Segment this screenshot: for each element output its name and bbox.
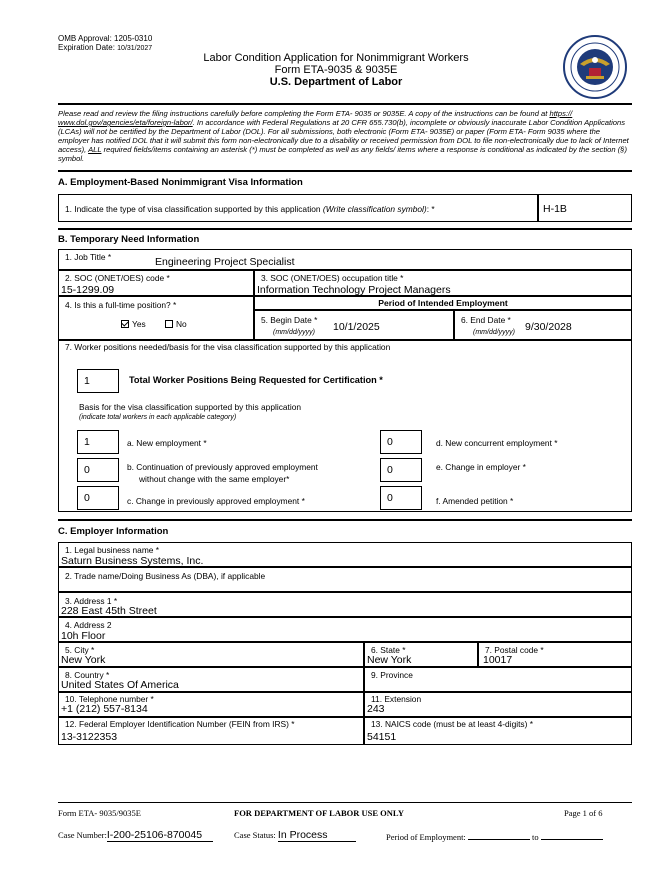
visa-class-field[interactable]: H-1B: [537, 195, 632, 221]
fulltime-field: 4. Is this a full-time position? * Yes No: [58, 296, 254, 340]
total-positions-field[interactable]: 1: [77, 369, 119, 393]
case-status: Case Status: In Process: [234, 829, 356, 842]
dba-field[interactable]: 2. Trade name/Doing Business As (DBA), if applicable: [58, 567, 632, 592]
period-header: Period of Intended Employment: [254, 296, 632, 310]
address1-field[interactable]: 3. Address 1 * 228 East 45th Street: [58, 592, 632, 617]
new-employment-field[interactable]: 1: [77, 430, 119, 454]
no-checkbox-icon[interactable]: [165, 320, 173, 328]
address2-value: 10h Floor: [61, 630, 106, 642]
legal-name-value: Saturn Business Systems, Inc.: [61, 555, 204, 567]
job-title-value: Engineering Project Specialist: [155, 256, 295, 268]
dol-use-only: FOR DEPARTMENT OF LABOR USE ONLY: [234, 808, 404, 818]
section-a-rule: [58, 170, 632, 172]
case-status-value: In Process: [278, 829, 356, 842]
phone-field[interactable]: 10. Telephone number * +1 (212) 557-8134: [58, 692, 364, 717]
legal-name-field[interactable]: 1. Legal business name * Saturn Business Systems, Inc.: [58, 542, 632, 567]
amended-petition-field[interactable]: 0: [380, 486, 422, 510]
page-number: Page 1 of 6: [564, 808, 603, 818]
fein-field[interactable]: 12. Federal Employer Identification Number (FEIN from IRS) * 13-3122353: [58, 717, 364, 745]
section-c-rule: [58, 519, 632, 521]
extension-field[interactable]: 11. Extension 243: [364, 692, 632, 717]
fulltime-no[interactable]: No: [165, 319, 187, 329]
postal-value: 10017: [483, 654, 513, 666]
visa-class-label: 1. Indicate the type of visa classification supported by this application (Write classification symbol): *: [65, 204, 435, 214]
visa-class-row: [58, 194, 632, 222]
section-b-title: B. Temporary Need Information: [58, 234, 200, 245]
dol-seal-icon: [562, 34, 628, 100]
phone-value: +1 (212) 557-8134: [61, 703, 148, 715]
city-field[interactable]: 5. City * New York: [58, 642, 364, 667]
job-title-field[interactable]: 1. Job Title * Engineering Project Specialist: [58, 249, 632, 270]
yes-checkbox-icon[interactable]: [121, 320, 129, 328]
postal-field[interactable]: 7. Postal code * 10017: [478, 642, 632, 667]
begin-date-field[interactable]: 5. Begin Date * (mm/dd/yyyy) 10/1/2025: [254, 310, 454, 340]
expiration-row: Expiration Date: 10/31/2027: [58, 43, 153, 52]
omb-info: [58, 34, 152, 53]
case-number-value: I-200-25106-870045: [107, 829, 213, 842]
instructions: Please read and review the filing instructions carefully before completing the Form ETA- 9035 or 9035E. A copy of the instructions can be found at https:// www.dol.gov/agencies/eta/foreign-labor/. In accordance with Federal Regulations at 20 CFR 655.730(b), incomplete or obviously inaccurate Labor Condition Applications (LCAs) will not be certified by the Department of Labor (DOL). For all submissions, both electronic (Form ETA- 9035E) or paper (Form ETA- Form 9035 where the employer has notified DOL that it will submit this form non-electronically due to a disability or received permission from DOL to file non-electronically due to lack of Internet access), ALL required fields/items containing an asterisk (*) must be completed as well as any fields/ items where a response is conditional as indicated by the section (§) symbol.: [58, 109, 629, 163]
soc-title-value: Information Technology Project Managers: [257, 284, 451, 296]
omb-approval: OMB Approval: 1205-0310: [58, 34, 153, 43]
soc-code-value: 15-1299.09: [61, 284, 115, 296]
fulltime-yes[interactable]: Yes: [121, 319, 146, 329]
form-id: Form ETA- 9035/9035E: [58, 808, 141, 818]
case-number: Case Number:I-200-25106-870045: [58, 829, 213, 842]
form-title: Labor Condition Application for Nonimmigrant Workers Form ETA-9035 & 9035E U.S. Department of Labor: [203, 52, 469, 88]
end-date-value: 9/30/2028: [525, 321, 572, 333]
address1-value: 228 East 45th Street: [61, 605, 157, 617]
fein-value: 13-3122353: [61, 731, 118, 743]
country-field[interactable]: 8. Country * United States Of America: [58, 667, 364, 692]
soc-code-field[interactable]: 2. SOC (ONET/OES) code * 15-1299.09: [58, 270, 254, 296]
country-value: United States Of America: [61, 679, 179, 691]
change-employer-field[interactable]: 0: [380, 458, 422, 482]
naics-value: 54151: [367, 731, 397, 743]
header-rule: [58, 103, 632, 105]
total-positions-label: Total Worker Positions Being Requested for Certification *: [129, 375, 383, 385]
section-b-rule: [58, 228, 632, 230]
state-field[interactable]: 6. State * New York: [364, 642, 478, 667]
section-a-title: A. Employment-Based Nonimmigrant Visa Information: [58, 177, 303, 188]
period-of-employment: Period of Employment: to: [386, 829, 603, 842]
end-date-field[interactable]: 6. End Date * (mm/dd/yyyy) 9/30/2028: [454, 310, 632, 340]
address2-field[interactable]: 4. Address 2 10h Floor: [58, 617, 632, 642]
begin-date-value: 10/1/2025: [333, 321, 380, 333]
footer-rule: [58, 802, 632, 803]
continuation-field[interactable]: 0: [77, 458, 119, 482]
new-concurrent-field[interactable]: 0: [380, 430, 422, 454]
section-c-title: C. Employer Information: [58, 526, 169, 537]
worker-positions-block: 7. Worker positions needed/basis for the visa classification supported by this application 1 Total Worker Positions Being Requested for Certification * Basis for the visa classification supported by this application (indicate total workers in each applicable category) 1 a. New employment * 0 b. Continuation of previously approved employment without change with the same employer* 0 c. Change in previously approved employment * 0 d. New concurrent employment * 0 e. Change in employer * 0 f. Amended petition *: [58, 340, 632, 512]
city-value: New York: [61, 654, 106, 666]
province-field[interactable]: 9. Province: [364, 667, 632, 692]
expiration-date: 10/31/2027: [117, 45, 153, 52]
state-value: New York: [367, 654, 412, 666]
soc-title-field[interactable]: 3. SOC (ONET/OES) occupation title * Information Technology Project Managers: [254, 270, 632, 296]
change-approved-field[interactable]: 0: [77, 486, 119, 510]
naics-field[interactable]: 13. NAICS code (must be at least 4-digits) * 54151: [364, 717, 632, 745]
instructions-link[interactable]: https:// www.dol.gov/agencies/eta/foreign-labor/: [58, 109, 573, 127]
extension-value: 243: [367, 703, 385, 715]
